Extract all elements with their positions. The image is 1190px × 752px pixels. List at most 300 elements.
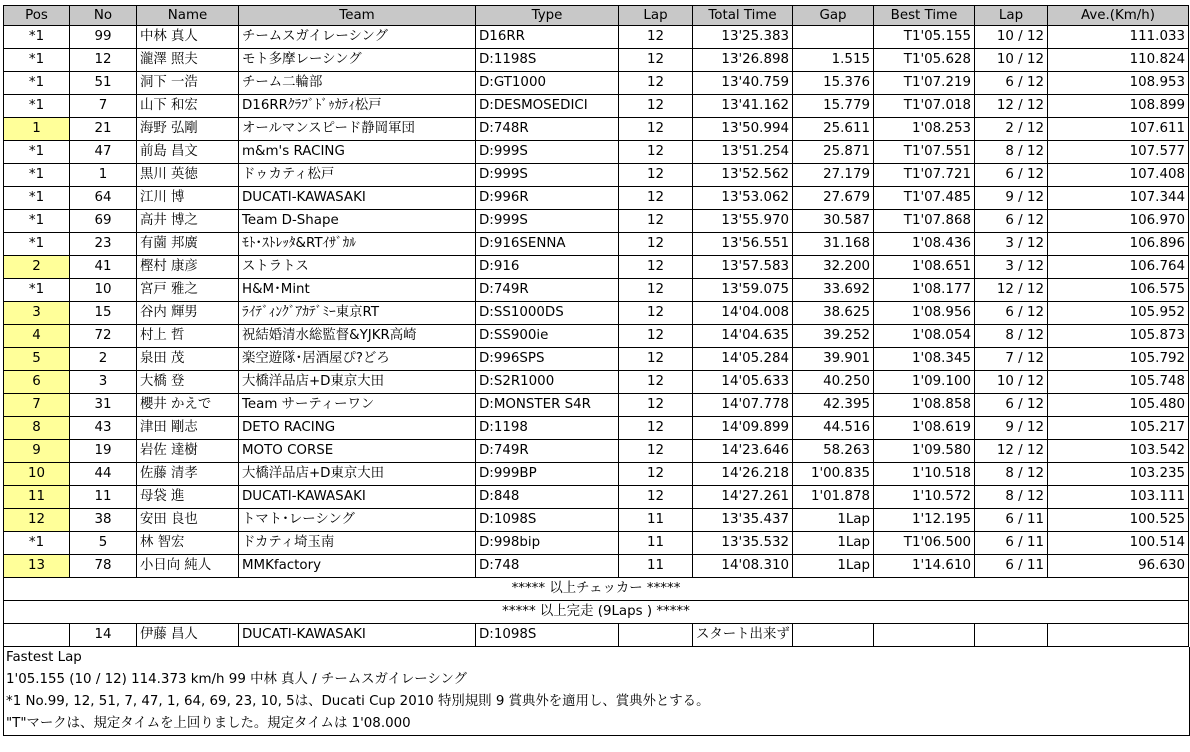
cell-gap: 42.395 bbox=[793, 394, 874, 417]
cell-average-speed: 106.764 bbox=[1048, 256, 1189, 279]
column-header-type: Type bbox=[476, 6, 619, 26]
cell-team: 大橋洋品店+D東京大田 bbox=[239, 463, 476, 486]
cell-gap: 44.516 bbox=[793, 417, 874, 440]
column-header-team: Team bbox=[239, 6, 476, 26]
cell-team: Team サーティーワン bbox=[239, 394, 476, 417]
cell-no: 21 bbox=[70, 118, 137, 141]
cell-type: D:SS900ie bbox=[476, 325, 619, 348]
cell-best-lap: 6 / 12 bbox=[975, 394, 1048, 417]
cell-no: 72 bbox=[70, 325, 137, 348]
cell-lap: 11 bbox=[619, 555, 693, 578]
cell-total-time: 14'07.778 bbox=[693, 394, 793, 417]
cell-type: D:MONSTER S4R bbox=[476, 394, 619, 417]
cell-best-time: T1'07.219 bbox=[874, 72, 975, 95]
cell-no: 43 bbox=[70, 417, 137, 440]
cell-gap: 1Lap bbox=[793, 532, 874, 555]
cell-lap: 12 bbox=[619, 463, 693, 486]
cell-best-lap: 12 / 12 bbox=[975, 440, 1048, 463]
cell-pos: 10 bbox=[4, 463, 70, 486]
cell-best-time: 1'08.253 bbox=[874, 118, 975, 141]
cell-team: 楽空遊隊･居酒屋ぴ?どろ bbox=[239, 348, 476, 371]
cell-name: 村上 哲 bbox=[137, 325, 239, 348]
table-row bbox=[4, 141, 1189, 164]
cell-gap: 39.901 bbox=[793, 348, 874, 371]
cell-pos: *1 bbox=[4, 141, 70, 164]
cell-best-lap: 10 / 12 bbox=[975, 26, 1048, 49]
table-row bbox=[4, 72, 1189, 95]
cell-total-time: 13'53.062 bbox=[693, 187, 793, 210]
table-row bbox=[4, 394, 1189, 417]
column-header-pos: Pos bbox=[4, 6, 70, 26]
cell-average-speed: 96.630 bbox=[1048, 555, 1189, 578]
cell-name: 江川 博 bbox=[137, 187, 239, 210]
cell-best-time: T1'07.551 bbox=[874, 141, 975, 164]
column-header-gap: Gap bbox=[793, 6, 874, 26]
cell-no: 1 bbox=[70, 164, 137, 187]
cell-total-time: 14'04.635 bbox=[693, 325, 793, 348]
cell-best-lap: 6 / 12 bbox=[975, 302, 1048, 325]
cell-best-time: 1'08.651 bbox=[874, 256, 975, 279]
cell-name: 母袋 進 bbox=[137, 486, 239, 509]
cell-no: 15 bbox=[70, 302, 137, 325]
dns-pos bbox=[4, 624, 70, 647]
cell-total-time: 13'26.898 bbox=[693, 49, 793, 72]
cell-pos: *1 bbox=[4, 49, 70, 72]
cell-average-speed: 108.953 bbox=[1048, 72, 1189, 95]
cell-lap: 12 bbox=[619, 72, 693, 95]
table-row bbox=[4, 95, 1189, 118]
cell-team: ストラトス bbox=[239, 256, 476, 279]
cell-best-lap: 12 / 12 bbox=[975, 279, 1048, 302]
cell-best-lap: 6 / 11 bbox=[975, 532, 1048, 555]
cell-best-lap: 9 / 12 bbox=[975, 187, 1048, 210]
cell-best-lap: 6 / 11 bbox=[975, 555, 1048, 578]
cell-total-time: 13'59.075 bbox=[693, 279, 793, 302]
column-header-no: No bbox=[70, 6, 137, 26]
cell-lap: 12 bbox=[619, 371, 693, 394]
cell-best-time: T1'05.155 bbox=[874, 26, 975, 49]
cell-total-time: 13'57.583 bbox=[693, 256, 793, 279]
cell-no: 47 bbox=[70, 141, 137, 164]
dns-row bbox=[4, 624, 1189, 647]
cell-team: ﾗｲﾃﾞｨﾝｸﾞｱｶﾃﾞﾐｰ東京RT bbox=[239, 302, 476, 325]
cell-team: 祝結婚清水総監督&YJKR高崎 bbox=[239, 325, 476, 348]
cell-average-speed: 107.408 bbox=[1048, 164, 1189, 187]
cell-lap: 12 bbox=[619, 141, 693, 164]
cell-no: 23 bbox=[70, 233, 137, 256]
table-row bbox=[4, 325, 1189, 348]
cell-type: D:916 bbox=[476, 256, 619, 279]
cell-gap: 27.679 bbox=[793, 187, 874, 210]
cell-best-time: 1'08.345 bbox=[874, 348, 975, 371]
fastest-lap-label: Fastest Lap bbox=[6, 650, 82, 665]
cell-best-lap: 3 / 12 bbox=[975, 233, 1048, 256]
cell-total-time: 13'55.970 bbox=[693, 210, 793, 233]
cell-best-time: 1'14.610 bbox=[874, 555, 975, 578]
cell-gap: 15.376 bbox=[793, 72, 874, 95]
table-row bbox=[4, 49, 1189, 72]
cell-lap: 11 bbox=[619, 509, 693, 532]
cell-no: 7 bbox=[70, 95, 137, 118]
cell-total-time: 13'25.383 bbox=[693, 26, 793, 49]
cell-total-time: 14'08.310 bbox=[693, 555, 793, 578]
cell-pos: 9 bbox=[4, 440, 70, 463]
cell-total-time: 13'50.994 bbox=[693, 118, 793, 141]
results-body bbox=[4, 26, 1189, 578]
cell-name: 有薗 邦廣 bbox=[137, 233, 239, 256]
cell-pos: 11 bbox=[4, 486, 70, 509]
cell-no: 44 bbox=[70, 463, 137, 486]
cell-type: D:749R bbox=[476, 440, 619, 463]
dns-team: DUCATI-KAWASAKI bbox=[239, 624, 476, 647]
table-row bbox=[4, 371, 1189, 394]
finish-line: ***** 以上完走 (9Laps ) ***** bbox=[4, 601, 1189, 624]
cell-average-speed: 107.344 bbox=[1048, 187, 1189, 210]
table-row bbox=[4, 279, 1189, 302]
cell-type: D:748 bbox=[476, 555, 619, 578]
cell-average-speed: 105.792 bbox=[1048, 348, 1189, 371]
cell-no: 31 bbox=[70, 394, 137, 417]
cell-pos: *1 bbox=[4, 279, 70, 302]
cell-team: モト多摩レーシング bbox=[239, 49, 476, 72]
column-header-lap: Lap bbox=[619, 6, 693, 26]
cell-no: 69 bbox=[70, 210, 137, 233]
table-row bbox=[4, 532, 1189, 555]
cell-no: 11 bbox=[70, 486, 137, 509]
cell-total-time: 14'26.218 bbox=[693, 463, 793, 486]
cell-best-lap: 6 / 12 bbox=[975, 72, 1048, 95]
cell-name: 中林 真人 bbox=[137, 26, 239, 49]
cell-pos: 5 bbox=[4, 348, 70, 371]
cell-average-speed: 107.611 bbox=[1048, 118, 1189, 141]
cell-team: H&M･Mint bbox=[239, 279, 476, 302]
cell-pos: 1 bbox=[4, 118, 70, 141]
cell-average-speed: 106.896 bbox=[1048, 233, 1189, 256]
cell-total-time: 13'52.562 bbox=[693, 164, 793, 187]
cell-average-speed: 111.033 bbox=[1048, 26, 1189, 49]
cell-best-time: 1'08.858 bbox=[874, 394, 975, 417]
cell-total-time: 13'56.551 bbox=[693, 233, 793, 256]
cell-best-lap: 3 / 12 bbox=[975, 256, 1048, 279]
table-row bbox=[4, 348, 1189, 371]
cell-best-lap: 8 / 12 bbox=[975, 141, 1048, 164]
cell-best-time: 1'09.580 bbox=[874, 440, 975, 463]
table-row bbox=[4, 555, 1189, 578]
cell-type: D:999S bbox=[476, 164, 619, 187]
cell-best-lap: 2 / 12 bbox=[975, 118, 1048, 141]
table-row bbox=[4, 210, 1189, 233]
column-header-average-speed: Ave.(Km/h) bbox=[1048, 6, 1189, 26]
dns-name: 伊藤 昌人 bbox=[137, 624, 239, 647]
cell-gap: 31.168 bbox=[793, 233, 874, 256]
cell-best-lap: 8 / 12 bbox=[975, 486, 1048, 509]
cell-best-lap: 9 / 12 bbox=[975, 417, 1048, 440]
table-row bbox=[4, 302, 1189, 325]
cell-name: 津田 剛志 bbox=[137, 417, 239, 440]
cell-gap: 58.263 bbox=[793, 440, 874, 463]
cell-pos: 12 bbox=[4, 509, 70, 532]
dns-best-lap bbox=[975, 624, 1048, 647]
results-sheet bbox=[3, 5, 1190, 736]
cell-best-time: T1'07.018 bbox=[874, 95, 975, 118]
cell-pos: *1 bbox=[4, 95, 70, 118]
cell-pos: *1 bbox=[4, 26, 70, 49]
cell-name: 高井 博之 bbox=[137, 210, 239, 233]
cell-average-speed: 100.514 bbox=[1048, 532, 1189, 555]
cell-best-time: T1'07.485 bbox=[874, 187, 975, 210]
cell-lap: 12 bbox=[619, 118, 693, 141]
table-row bbox=[4, 486, 1189, 509]
cell-total-time: 14'27.261 bbox=[693, 486, 793, 509]
cell-best-time: T1'07.721 bbox=[874, 164, 975, 187]
cell-no: 2 bbox=[70, 348, 137, 371]
table-row bbox=[4, 256, 1189, 279]
cell-gap: 1Lap bbox=[793, 509, 874, 532]
cell-average-speed: 105.748 bbox=[1048, 371, 1189, 394]
cell-total-time: 13'40.759 bbox=[693, 72, 793, 95]
table-row bbox=[4, 440, 1189, 463]
cell-average-speed: 106.970 bbox=[1048, 210, 1189, 233]
cell-type: D:S2R1000 bbox=[476, 371, 619, 394]
cell-no: 3 bbox=[70, 371, 137, 394]
cell-gap bbox=[793, 26, 874, 49]
cell-team: 大橋洋品店+D東京大田 bbox=[239, 371, 476, 394]
cell-pos: 4 bbox=[4, 325, 70, 348]
cell-no: 41 bbox=[70, 256, 137, 279]
cell-best-time: 1'08.054 bbox=[874, 325, 975, 348]
cell-best-time: T1'06.500 bbox=[874, 532, 975, 555]
cell-no: 78 bbox=[70, 555, 137, 578]
cell-average-speed: 105.873 bbox=[1048, 325, 1189, 348]
cell-type: D:1198 bbox=[476, 417, 619, 440]
results-table bbox=[3, 5, 1189, 647]
cell-team: D16RRｸﾗﾌﾞﾄﾞｩｶﾃｨ松戸 bbox=[239, 95, 476, 118]
table-row bbox=[4, 26, 1189, 49]
cell-lap: 12 bbox=[619, 187, 693, 210]
cell-name: 海野 弘剛 bbox=[137, 118, 239, 141]
cell-type: D:999S bbox=[476, 210, 619, 233]
cell-best-lap: 8 / 12 bbox=[975, 325, 1048, 348]
cell-best-time: T1'07.868 bbox=[874, 210, 975, 233]
cell-name: 前島 昌文 bbox=[137, 141, 239, 164]
cell-best-time: 1'12.195 bbox=[874, 509, 975, 532]
cell-best-time: T1'05.628 bbox=[874, 49, 975, 72]
cell-pos: 2 bbox=[4, 256, 70, 279]
cell-best-lap: 6 / 12 bbox=[975, 210, 1048, 233]
table-row bbox=[4, 463, 1189, 486]
column-header-best-time: Best Time bbox=[874, 6, 975, 26]
cell-team: DUCATI-KAWASAKI bbox=[239, 486, 476, 509]
cell-type: D:999BP bbox=[476, 463, 619, 486]
cell-pos: *1 bbox=[4, 72, 70, 95]
cell-total-time: 14'05.633 bbox=[693, 371, 793, 394]
cell-name: 櫻井 かえで bbox=[137, 394, 239, 417]
checker-row bbox=[4, 578, 1189, 601]
cell-pos: *1 bbox=[4, 187, 70, 210]
cell-type: D:748R bbox=[476, 118, 619, 141]
column-header-best-lap: Lap bbox=[975, 6, 1048, 26]
cell-pos: *1 bbox=[4, 233, 70, 256]
table-row bbox=[4, 118, 1189, 141]
cell-pos: 13 bbox=[4, 555, 70, 578]
fastest-lap-detail: 1'05.155 (10 / 12) 114.373 km/h 99 中林 真人 / チームスガイレーシング bbox=[6, 672, 467, 687]
cell-average-speed: 108.899 bbox=[1048, 95, 1189, 118]
table-row bbox=[4, 509, 1189, 532]
cell-name: 安田 良也 bbox=[137, 509, 239, 532]
cell-name: 瀧澤 照夫 bbox=[137, 49, 239, 72]
table-header bbox=[4, 6, 1189, 26]
cell-type: D:DESMOSEDICI bbox=[476, 95, 619, 118]
cell-name: 宮戸 雅之 bbox=[137, 279, 239, 302]
cell-average-speed: 110.824 bbox=[1048, 49, 1189, 72]
cell-type: D:916SENNA bbox=[476, 233, 619, 256]
cell-best-lap: 8 / 12 bbox=[975, 463, 1048, 486]
cell-name: 泉田 茂 bbox=[137, 348, 239, 371]
cell-gap: 40.250 bbox=[793, 371, 874, 394]
cell-lap: 12 bbox=[619, 210, 693, 233]
cell-name: 谷内 輝男 bbox=[137, 302, 239, 325]
cell-lap: 12 bbox=[619, 302, 693, 325]
table-row bbox=[4, 164, 1189, 187]
cell-gap: 1'01.878 bbox=[793, 486, 874, 509]
dns-no: 14 bbox=[70, 624, 137, 647]
cell-lap: 12 bbox=[619, 26, 693, 49]
dns-gap bbox=[793, 624, 874, 647]
cell-total-time: 14'05.284 bbox=[693, 348, 793, 371]
cell-average-speed: 103.542 bbox=[1048, 440, 1189, 463]
column-header-total-time: Total Time bbox=[693, 6, 793, 26]
cell-best-time: 1'09.100 bbox=[874, 371, 975, 394]
cell-lap: 12 bbox=[619, 440, 693, 463]
cell-gap: 30.587 bbox=[793, 210, 874, 233]
cell-team: MOTO CORSE bbox=[239, 440, 476, 463]
cell-best-lap: 6 / 11 bbox=[975, 509, 1048, 532]
checker-line: ***** 以上チェッカー ***** bbox=[4, 578, 1189, 601]
dns-lap bbox=[619, 624, 693, 647]
cell-lap: 12 bbox=[619, 256, 693, 279]
cell-average-speed: 107.577 bbox=[1048, 141, 1189, 164]
cell-gap: 27.179 bbox=[793, 164, 874, 187]
cell-lap: 12 bbox=[619, 279, 693, 302]
cell-no: 38 bbox=[70, 509, 137, 532]
cell-team: オールマンスピード静岡軍団 bbox=[239, 118, 476, 141]
cell-no: 64 bbox=[70, 187, 137, 210]
cell-lap: 12 bbox=[619, 95, 693, 118]
cell-type: D:998bip bbox=[476, 532, 619, 555]
cell-name: 大橋 登 bbox=[137, 371, 239, 394]
cell-total-time: 14'04.008 bbox=[693, 302, 793, 325]
notes-section bbox=[3, 647, 1190, 736]
cell-type: D16RR bbox=[476, 26, 619, 49]
cell-gap: 33.692 bbox=[793, 279, 874, 302]
cell-best-time: 1'10.572 bbox=[874, 486, 975, 509]
cell-gap: 1Lap bbox=[793, 555, 874, 578]
cell-pos: *1 bbox=[4, 532, 70, 555]
cell-team: DUCATI-KAWASAKI bbox=[239, 187, 476, 210]
cell-type: D:749R bbox=[476, 279, 619, 302]
cell-lap: 12 bbox=[619, 164, 693, 187]
dns-average-speed bbox=[1048, 624, 1189, 647]
dns-best-time bbox=[874, 624, 975, 647]
cell-team: Team D-Shape bbox=[239, 210, 476, 233]
cell-pos: 8 bbox=[4, 417, 70, 440]
cell-average-speed: 103.111 bbox=[1048, 486, 1189, 509]
cell-no: 99 bbox=[70, 26, 137, 49]
note-exclusion: *1 No.99, 12, 51, 7, 47, 1, 64, 69, 23, 10, 5は、Ducati Cup 2010 特別規則 9 賞典外を適用し、賞典外とする。 bbox=[6, 694, 710, 709]
table-row bbox=[4, 233, 1189, 256]
cell-type: D:SS1000DS bbox=[476, 302, 619, 325]
cell-gap: 38.625 bbox=[793, 302, 874, 325]
cell-name: 山下 和宏 bbox=[137, 95, 239, 118]
table-row bbox=[4, 417, 1189, 440]
cell-name: 樫村 康彦 bbox=[137, 256, 239, 279]
cell-type: D:1198S bbox=[476, 49, 619, 72]
cell-lap: 12 bbox=[619, 348, 693, 371]
cell-type: D:848 bbox=[476, 486, 619, 509]
cell-gap: 39.252 bbox=[793, 325, 874, 348]
cell-no: 19 bbox=[70, 440, 137, 463]
cell-no: 5 bbox=[70, 532, 137, 555]
cell-best-time: 1'08.177 bbox=[874, 279, 975, 302]
cell-name: 洞下 一浩 bbox=[137, 72, 239, 95]
cell-gap: 25.871 bbox=[793, 141, 874, 164]
cell-no: 12 bbox=[70, 49, 137, 72]
cell-pos: *1 bbox=[4, 210, 70, 233]
cell-total-time: 13'51.254 bbox=[693, 141, 793, 164]
cell-name: 林 智宏 bbox=[137, 532, 239, 555]
cell-gap: 32.200 bbox=[793, 256, 874, 279]
cell-team: m&m's RACING bbox=[239, 141, 476, 164]
cell-pos: *1 bbox=[4, 164, 70, 187]
cell-average-speed: 103.235 bbox=[1048, 463, 1189, 486]
cell-team: ドカティ埼玉南 bbox=[239, 532, 476, 555]
cell-pos: 7 bbox=[4, 394, 70, 417]
cell-type: D:999S bbox=[476, 141, 619, 164]
cell-no: 10 bbox=[70, 279, 137, 302]
cell-team: トマト･レーシング bbox=[239, 509, 476, 532]
cell-no: 51 bbox=[70, 72, 137, 95]
cell-lap: 12 bbox=[619, 49, 693, 72]
cell-best-lap: 10 / 12 bbox=[975, 371, 1048, 394]
cell-average-speed: 106.575 bbox=[1048, 279, 1189, 302]
cell-pos: 6 bbox=[4, 371, 70, 394]
cell-lap: 12 bbox=[619, 486, 693, 509]
cell-team: MMKfactory bbox=[239, 555, 476, 578]
cell-gap: 25.611 bbox=[793, 118, 874, 141]
cell-average-speed: 105.480 bbox=[1048, 394, 1189, 417]
cell-name: 黒川 英徳 bbox=[137, 164, 239, 187]
cell-average-speed: 105.217 bbox=[1048, 417, 1189, 440]
cell-best-time: 1'10.518 bbox=[874, 463, 975, 486]
cell-name: 小日向 純人 bbox=[137, 555, 239, 578]
cell-average-speed: 100.525 bbox=[1048, 509, 1189, 532]
cell-best-lap: 10 / 12 bbox=[975, 49, 1048, 72]
cell-total-time: 13'35.532 bbox=[693, 532, 793, 555]
cell-type: D:996R bbox=[476, 187, 619, 210]
cell-lap: 12 bbox=[619, 394, 693, 417]
cell-team: ドゥカティ松戸 bbox=[239, 164, 476, 187]
note-t-mark: "T"マークは、規定タイムを上回りました。規定タイムは 1'08.000 bbox=[6, 716, 411, 731]
cell-pos: 3 bbox=[4, 302, 70, 325]
cell-best-lap: 12 / 12 bbox=[975, 95, 1048, 118]
cell-lap: 12 bbox=[619, 417, 693, 440]
table-row bbox=[4, 187, 1189, 210]
cell-team: ﾓﾄ･ｽﾄﾚｯﾀ&RTｲｻﾞｶﾙ bbox=[239, 233, 476, 256]
cell-lap: 12 bbox=[619, 233, 693, 256]
cell-total-time: 13'41.162 bbox=[693, 95, 793, 118]
cell-gap: 1.515 bbox=[793, 49, 874, 72]
cell-total-time: 14'23.646 bbox=[693, 440, 793, 463]
